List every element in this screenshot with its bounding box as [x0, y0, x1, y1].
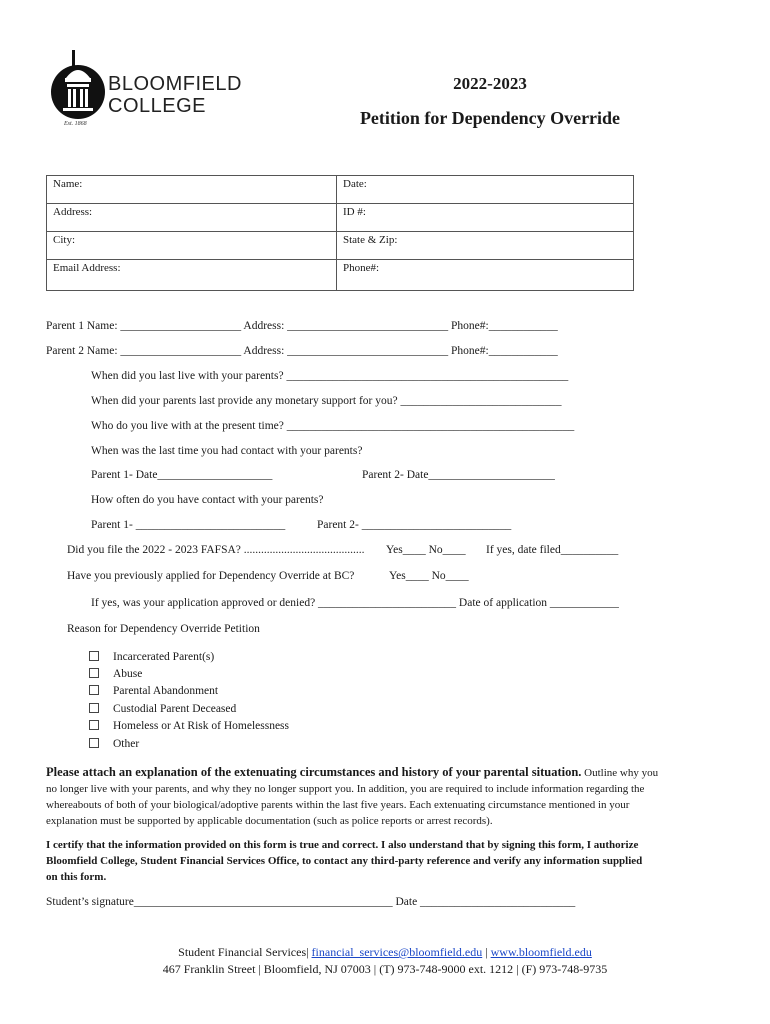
certify-line2: Bloomfield College, Student Financial Services Office, to contact any third-party reference and verify any information supplied: [46, 855, 643, 867]
name-label: Name:: [53, 178, 83, 190]
reason-label: Homeless or At Risk of Homelessness: [113, 720, 290, 732]
attach-line4: explanation must be supported by applicable documentation (such as police reports or arrest records).: [46, 815, 493, 827]
reason-incarcerated[interactable]: [89, 651, 214, 663]
website-link[interactable]: www.bloomfield.edu: [490, 945, 592, 959]
checkbox[interactable]: [89, 738, 99, 748]
parent1-date[interactable]: Parent 1- Date____________________: [91, 469, 273, 481]
form-title: Petition for Dependency Override: [359, 108, 621, 128]
attach-instructions: [46, 764, 726, 829]
state-zip-label: State & Zip:: [343, 234, 398, 246]
table-row: [47, 204, 634, 232]
phone-field[interactable]: [337, 260, 634, 291]
reason-label: Other: [113, 738, 140, 750]
checkbox[interactable]: [89, 651, 99, 661]
footer-sep: |: [482, 945, 491, 959]
attach-line3: whereabouts of both of your biological/adoptive parents within the last five years. Each extenuating circumstance mentioned in your: [46, 799, 630, 811]
fafsa-question: Did you file the 2022 - 2023 FAFSA? ..........................................: [67, 544, 365, 556]
signature-line[interactable]: Student’s signature_____________________________________________ Date ___________________________: [46, 896, 576, 908]
table-row: [47, 232, 634, 260]
address-label: Address:: [53, 206, 93, 218]
footer-address: 467 Franklin Street | Bloomfield, NJ 07003 | (T) 973-748-9000 ext. 1212 | (F) 973-748-9735: [162, 962, 608, 976]
table-row: [47, 260, 634, 291]
college-logo: [50, 48, 260, 130]
name-field[interactable]: [47, 176, 337, 204]
logo-text-college: COLLEGE: [108, 95, 206, 117]
reason-abandonment[interactable]: [89, 685, 218, 697]
tower-icon: [50, 48, 112, 130]
fafsa-date[interactable]: If yes, date filed__________: [486, 544, 619, 556]
attach-bold: Please attach an explanation of the extenuating circumstances and history of your parental situation.: [46, 765, 582, 779]
checkbox[interactable]: [89, 703, 99, 713]
reason-homeless[interactable]: [89, 720, 289, 732]
checkbox[interactable]: [89, 685, 99, 695]
fafsa-yes-no[interactable]: Yes____ No____: [386, 544, 466, 556]
logo-est: Est. 1868: [64, 121, 87, 127]
checkbox[interactable]: [89, 720, 99, 730]
reason-label: Abuse: [113, 668, 143, 680]
reasons-heading: Reason for Dependency Override Petition: [67, 623, 260, 635]
phone-label: Phone#:: [343, 262, 380, 274]
certify-statement: [46, 837, 726, 885]
email-field[interactable]: [47, 260, 337, 291]
question-often: How often do you have contact with your parents?: [91, 494, 324, 506]
parent1-line[interactable]: Parent 1 Name: _____________________ Address: ____________________________ Phone#:____________: [46, 320, 558, 332]
city-field[interactable]: [47, 232, 337, 260]
certify-line1: I certify that the information provided on this form is true and correct. I also understand that by signing this form, I authorize: [46, 839, 639, 851]
city-label: City:: [53, 234, 76, 246]
question-support[interactable]: When did your parents last provide any monetary support for you? ____________________________: [91, 395, 562, 407]
state-zip-field[interactable]: [337, 232, 634, 260]
certify-line3: on this form.: [46, 871, 107, 883]
reason-abuse[interactable]: [89, 668, 142, 680]
reason-label: Incarcerated Parent(s): [113, 651, 215, 663]
parent2-often[interactable]: Parent 2- __________________________: [317, 519, 512, 531]
parent2-line[interactable]: Parent 2 Name: _____________________ Address: ____________________________ Phone#:____________: [46, 345, 558, 357]
reason-other[interactable]: [89, 738, 139, 750]
prev-applied-question: Have you previously applied for Dependency Override at BC?: [67, 570, 355, 582]
logo-text-bloomfield: BLOOMFIELD: [108, 73, 242, 95]
reason-deceased[interactable]: [89, 703, 236, 715]
id-field[interactable]: [337, 204, 634, 232]
footer-office: Student Financial Services|: [178, 945, 312, 959]
table-row: [47, 176, 634, 204]
footer: [60, 944, 710, 978]
parent1-often[interactable]: Parent 1- __________________________: [91, 519, 286, 531]
reason-label: Parental Abandonment: [113, 685, 219, 697]
question-present[interactable]: Who do you live with at the present time? __________________________________________________: [91, 420, 575, 432]
date-label: Date:: [343, 178, 367, 190]
parent2-date[interactable]: Parent 2- Date______________________: [362, 469, 555, 481]
id-label: ID #:: [343, 206, 366, 218]
approved-question[interactable]: If yes, was your application approved or denied? ________________________ Date of application ____________: [91, 597, 619, 609]
email-link[interactable]: financial_services@bloomfield.edu: [311, 945, 483, 959]
question-contact: When was the last time you had contact with your parents?: [91, 445, 363, 457]
question-last-live[interactable]: When did you last live with your parents? _________________________________________________: [91, 370, 569, 382]
form-year: 2022-2023: [453, 74, 527, 93]
address-field[interactable]: [47, 204, 337, 232]
reason-label: Custodial Parent Deceased: [113, 703, 237, 715]
prev-applied-yes-no[interactable]: Yes____ No____: [389, 570, 469, 582]
student-info-table: [46, 175, 634, 291]
checkbox[interactable]: [89, 668, 99, 678]
email-label: Email Address:: [53, 262, 121, 274]
attach-text: Outline why you: [581, 767, 659, 779]
attach-line2: no longer live with your parents, and why they no longer support you. In addition, you are required to include information regarding the: [46, 783, 645, 795]
date-field[interactable]: [337, 176, 634, 204]
